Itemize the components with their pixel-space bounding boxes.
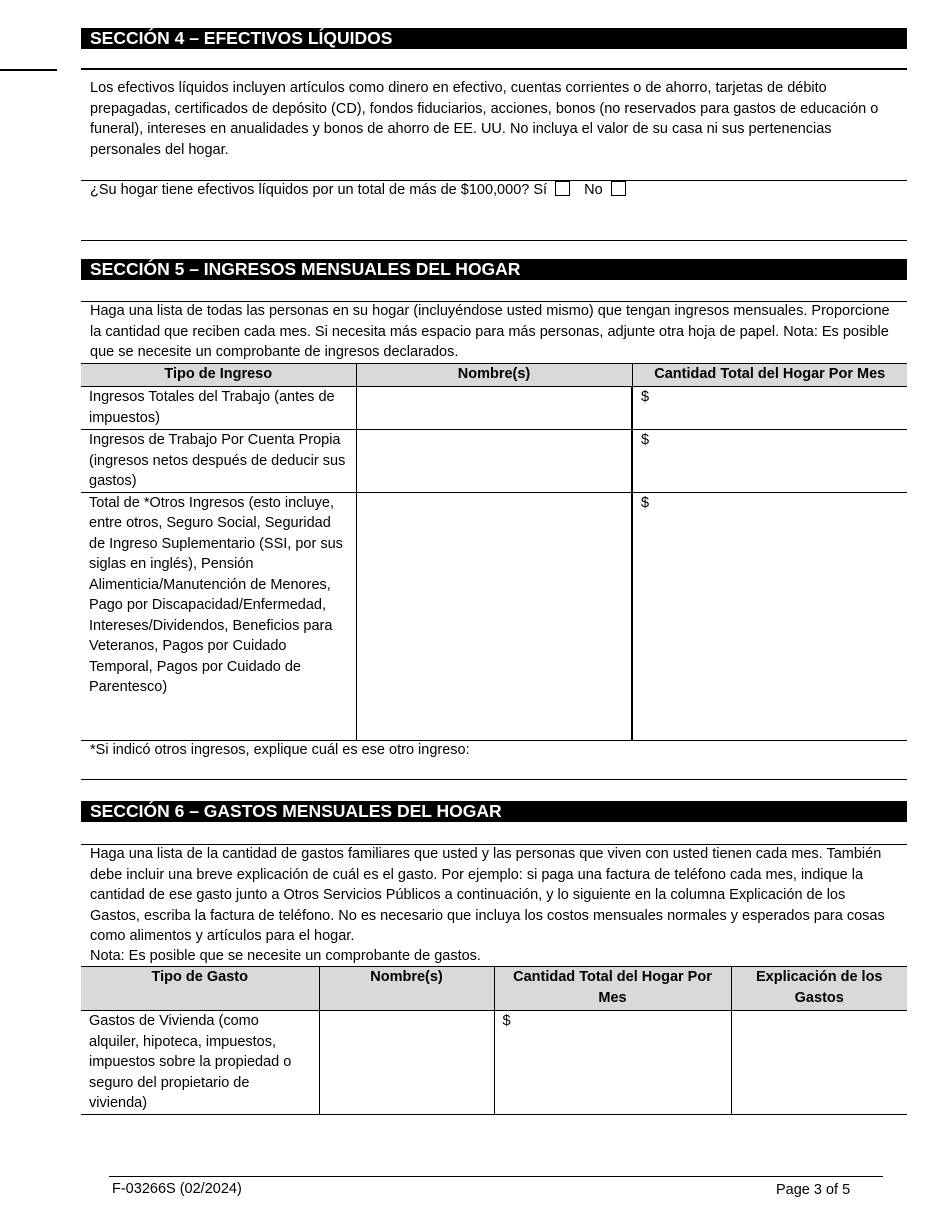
- col-names: Nombre(s): [319, 967, 494, 1011]
- income-type-cell: Total de *Otros Ingresos (esto incluye, entre otros, Seguro Social, Seguridad de Ingreso Suplementario (SSI, por sus siglas en inglés), Pensión Alimenticia/Manutención de Menores, Pago por Discapacidad/Enfermedad, Intereses/Dividendos, Beneficios para Veteranos, Pagos por Cuidado Temporal, Pagos por Cuidado de Parentesco): [81, 492, 356, 740]
- name-cell[interactable]: [356, 387, 632, 430]
- no-checkbox[interactable]: [611, 181, 626, 196]
- yes-checkbox[interactable]: [555, 181, 570, 196]
- col-monthly-amount: Cantidad Total del Hogar Por Mes: [494, 967, 731, 1011]
- section-6-note: Nota: Es posible que se necesite un comprobante de gastos.: [90, 948, 481, 964]
- other-income-note: *Si indicó otros ingresos, explique cuál es ese otro ingreso:: [90, 742, 470, 758]
- section-5-title: SECCIÓN 5 – INGRESOS MENSUALES DEL HOGAR: [81, 259, 907, 280]
- section-6-title: SECCIÓN 6 – GASTOS MENSUALES DEL HOGAR: [81, 801, 907, 822]
- col-income-type: Tipo de Ingreso: [81, 364, 356, 387]
- col-names: Nombre(s): [356, 364, 632, 387]
- table-row: [81, 430, 907, 493]
- name-cell[interactable]: [356, 430, 632, 493]
- margin-mark: [0, 69, 57, 71]
- liquid-assets-question: [90, 180, 895, 201]
- amount-cell[interactable]: $: [632, 387, 907, 430]
- amount-cell[interactable]: $: [494, 1011, 731, 1115]
- other-income-line: [81, 779, 907, 780]
- income-type-cell: Ingresos Totales del Trabajo (antes de impuestos): [81, 387, 356, 430]
- income-table: [81, 363, 907, 741]
- expense-type-cell: Gastos de Vivienda (como alquiler, hipoteca, impuestos, impuestos sobre la propiedad o seguro del propietario de vivienda): [81, 1011, 319, 1115]
- explanation-cell[interactable]: [731, 1011, 907, 1115]
- income-type-cell: Ingresos de Trabajo Por Cuenta Propia (ingresos netos después de deducir sus gastos): [81, 430, 356, 493]
- name-cell[interactable]: [319, 1011, 494, 1115]
- col-expense-type: Tipo de Gasto: [81, 967, 319, 1011]
- table-row: [81, 1011, 907, 1115]
- expense-table: [81, 966, 907, 1115]
- section-4-divider: [81, 68, 907, 70]
- liquid-assets-question-text: ¿Su hogar tiene efectivos líquidos por un total de más de $100,000? Sí: [90, 182, 548, 198]
- section-6-description: Haga una lista de la cantidad de gastos familiares que usted y las personas que viven con usted tienen cada mes. También debe incluir una breve explicación de cuál es el gasto. Por ejemplo: si paga una factura de teléfono cada mes, indique la cantidad de ese gasto junto a Otros Servicios Públicos a continuación, y lo siguiente en la columna Explicación de los Gastos, escriba la factura de teléfono. No es necesario que incluya los costos mensuales normales y esperados para cosas como alimentos y artículos para el hogar.: [90, 846, 885, 944]
- table-row: [81, 387, 907, 430]
- col-monthly-amount: Cantidad Total del Hogar Por Mes: [632, 364, 907, 387]
- section-4-title: SECCIÓN 4 – EFECTIVOS LÍQUIDOS: [81, 28, 907, 49]
- table-row: [81, 492, 907, 740]
- footer-line: [109, 1176, 883, 1177]
- income-table-header: [81, 364, 907, 387]
- section-4-bottom-line: [81, 240, 907, 241]
- name-cell[interactable]: [356, 492, 632, 740]
- expense-table-header: [81, 967, 907, 1011]
- no-label: No: [584, 182, 603, 198]
- col-expense-explanation: Explicación de los Gastos: [731, 967, 907, 1011]
- section-5-description: Haga una lista de todas las personas en su hogar (incluyéndose usted mismo) que tengan ingresos mensuales. Proporcione la cantidad que reciben cada mes. Si necesita más espacio para más personas, adjunte otra hoja de papel. Nota: Es posible que se necesite un comprobante de ingresos declarados.: [90, 303, 890, 360]
- page-number: Page 3 of 5: [776, 1182, 851, 1198]
- section-4-description: Los efectivos líquidos incluyen artículos como dinero en efectivo, cuentas corrientes o de ahorro, tarjetas de débito prepagadas, certificados de depósito (CD), fondos fiduciarios, acciones, bonos (no reservados para gastos de educación o funeral), intereses en anualidades y bonos de ahorro de EE. UU. No incluya el valor de su casa ni sus pertenencias personales del hogar.: [90, 80, 879, 158]
- amount-cell[interactable]: $: [632, 492, 907, 740]
- form-id: F-03266S (02/2024): [112, 1181, 242, 1197]
- amount-cell[interactable]: $: [632, 430, 907, 493]
